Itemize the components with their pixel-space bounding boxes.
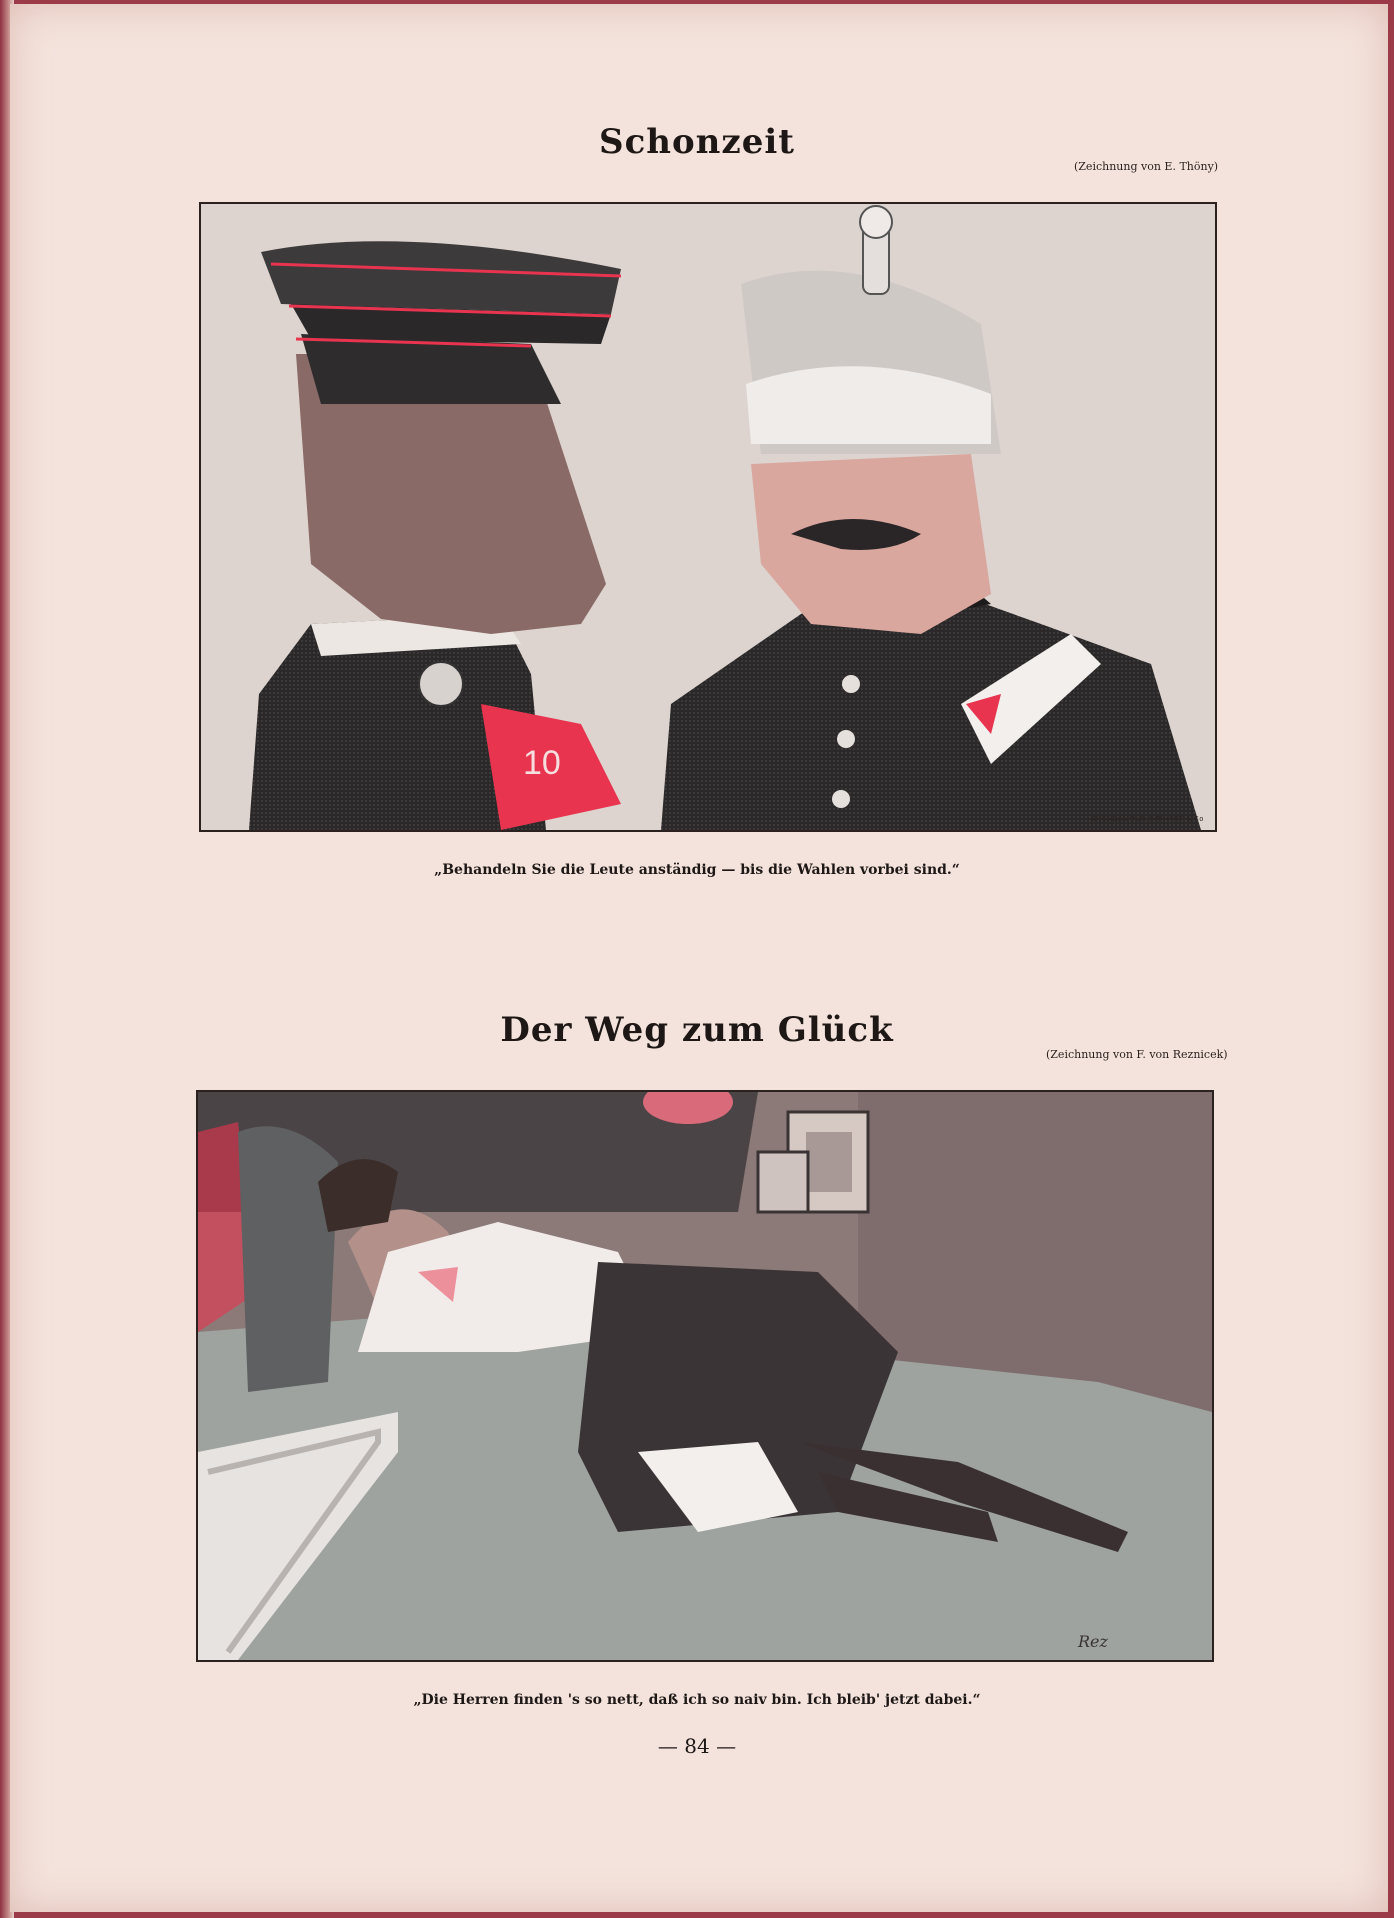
page-number: — 84 — xyxy=(657,1734,737,1758)
cartoon-title-weg-zum-glueck: Der Weg zum Glück xyxy=(500,1010,894,1050)
cartoon-title-schonzeit: Schonzeit xyxy=(599,122,795,162)
reclining-woman-drawing xyxy=(198,1092,1212,1660)
cartoon-credit-reznicek: (Zeichnung von F. von Reznicek) xyxy=(1046,1048,1228,1061)
artist-signature: Rez xyxy=(1078,1632,1108,1651)
printer-imprint: BRENDAMOUR SIMHART & Co xyxy=(1091,816,1204,823)
cartoon-credit-thoeny: (Zeichnung von E. Thöny) xyxy=(1074,160,1219,173)
epaulette-number: 10 xyxy=(523,744,561,782)
soldiers-drawing xyxy=(201,204,1215,830)
illustration-schonzeit xyxy=(199,202,1217,832)
cartoon-caption-weg-zum-glueck: „Die Herren finden 's so nett, daß ich so naiv bin. Ich bleib' jetzt dabei.“ xyxy=(413,1692,981,1708)
illustration-weg-zum-glueck xyxy=(196,1090,1214,1662)
cartoon-caption-schonzeit: „Behandeln Sie die Leute anständig — bis die Wahlen vorbei sind.“ xyxy=(434,862,960,878)
